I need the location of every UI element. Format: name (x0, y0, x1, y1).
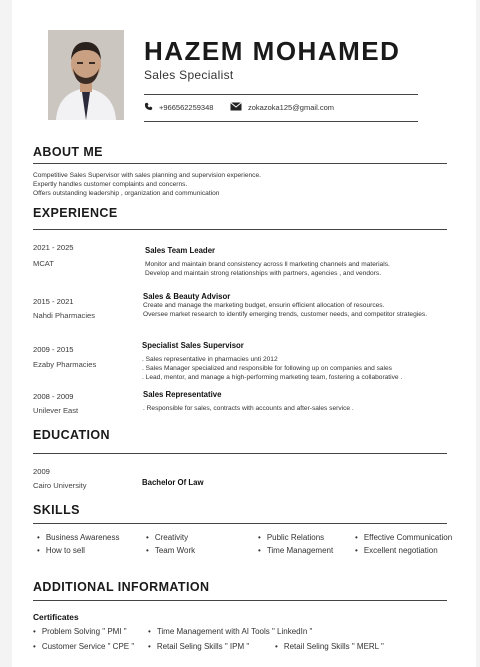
about-text (33, 171, 261, 198)
certificates-heading: Certificates (33, 612, 79, 622)
job-description (145, 260, 447, 278)
skill-item: • How to sell (37, 546, 85, 555)
education-school: Cairo University (33, 481, 87, 490)
job-line: . Lead, mentor, and manage a high-performing marketing team, fostering a collaborative . (142, 374, 403, 381)
job-title: Sales & Beauty Advisor (143, 292, 231, 301)
job-dates: 2008 - 2009 (33, 392, 74, 401)
job-role: Sales Specialist (144, 68, 234, 82)
job-description (143, 301, 447, 319)
skill-item: • Effective Communication (355, 533, 452, 542)
job-description (142, 355, 447, 382)
job-dates: 2015 - 2021 (33, 297, 74, 306)
job-company: MCAT (33, 259, 54, 268)
education-degree: Bachelor Of Law (142, 478, 204, 487)
about-divider (33, 163, 447, 164)
job-company: Unilever East (33, 406, 79, 415)
experience-heading: EXPERIENCE (33, 206, 118, 220)
profile-photo (48, 30, 124, 120)
education-divider (33, 453, 447, 454)
header-divider-bottom (144, 121, 418, 122)
about-line: Expertly handles customer complaints and concerns. (33, 181, 188, 188)
skill-item: • Team Work (146, 546, 195, 555)
email-address[interactable]: zokazoka125@gmail.com (248, 103, 334, 112)
about-line: Offers outstanding leadership , organization and communication (33, 190, 220, 197)
job-line: Develop and maintain strong relationships with partners, agencies , and vendors. (145, 270, 382, 277)
phone-icon (144, 102, 153, 113)
email-icon (230, 102, 242, 113)
job-title: Sales Representative (143, 390, 222, 399)
skills-heading: SKILLS (33, 503, 80, 517)
about-line: Competitive Sales Supervisor with sales planning and supervision experience. (33, 172, 261, 179)
skill-item: • Public Relations (258, 533, 324, 542)
phone-number[interactable]: +966562259348 (159, 103, 214, 112)
job-dates: 2021 - 2025 (33, 243, 74, 252)
skills-divider (33, 523, 447, 524)
certificate-item: • Retail Seling Skills " MERL " (275, 642, 384, 651)
education-year: 2009 (33, 467, 50, 476)
header-divider-top (144, 94, 418, 95)
job-company: Ezaby Pharmacies (33, 360, 97, 369)
candidate-name: HAZEM MOHAMED (144, 36, 401, 66)
job-dates: 2009 - 2015 (33, 345, 74, 354)
additional-divider (33, 600, 447, 601)
skill-item: • Business Awareness (37, 533, 119, 542)
skill-item: • Creativity (146, 533, 188, 542)
about-heading: ABOUT ME (33, 145, 103, 159)
skill-item: • Time Management (258, 546, 333, 555)
job-line: . Sales representative in pharmacies unti 2012 (142, 356, 278, 363)
job-description (143, 404, 447, 413)
additional-heading: ADDITIONAL INFORMATION (33, 580, 210, 594)
job-title: Sales Team Leader (145, 246, 216, 255)
job-line: . Responsible for sales, contracts with accounts and after-sales service . (143, 405, 354, 412)
certificate-item: • Retail Seling Skills " IPM " (148, 642, 249, 651)
skill-item: • Excellent negotiation (355, 546, 438, 555)
job-line: . Sales Manager specialized and responsible for following up on companies and sales (142, 365, 392, 372)
resume-page (12, 0, 476, 667)
email-contact (230, 102, 334, 113)
certificate-item: • Time Management with AI Tools " LinkedIn " (148, 627, 312, 636)
certificate-item: • Customer Service " CPE " (33, 642, 134, 651)
job-company: Nahdi Pharmacies (33, 311, 96, 320)
job-line: Oversee market research to identify emerging trends, customer needs, and competitor strategies. (143, 311, 428, 318)
phone-contact (144, 102, 213, 113)
job-title: Specialist Sales Supervisor (142, 341, 244, 350)
education-heading: EDUCATION (33, 428, 110, 442)
certificate-item: • Problem Solving " PMI " (33, 627, 127, 636)
experience-divider (33, 229, 447, 230)
job-line: Monitor and maintain brand consistency across ll marketing channels and materials. (145, 261, 390, 268)
job-line: Create and manage the marketing budget, ensurin efficient allocation of resources. (143, 302, 385, 309)
